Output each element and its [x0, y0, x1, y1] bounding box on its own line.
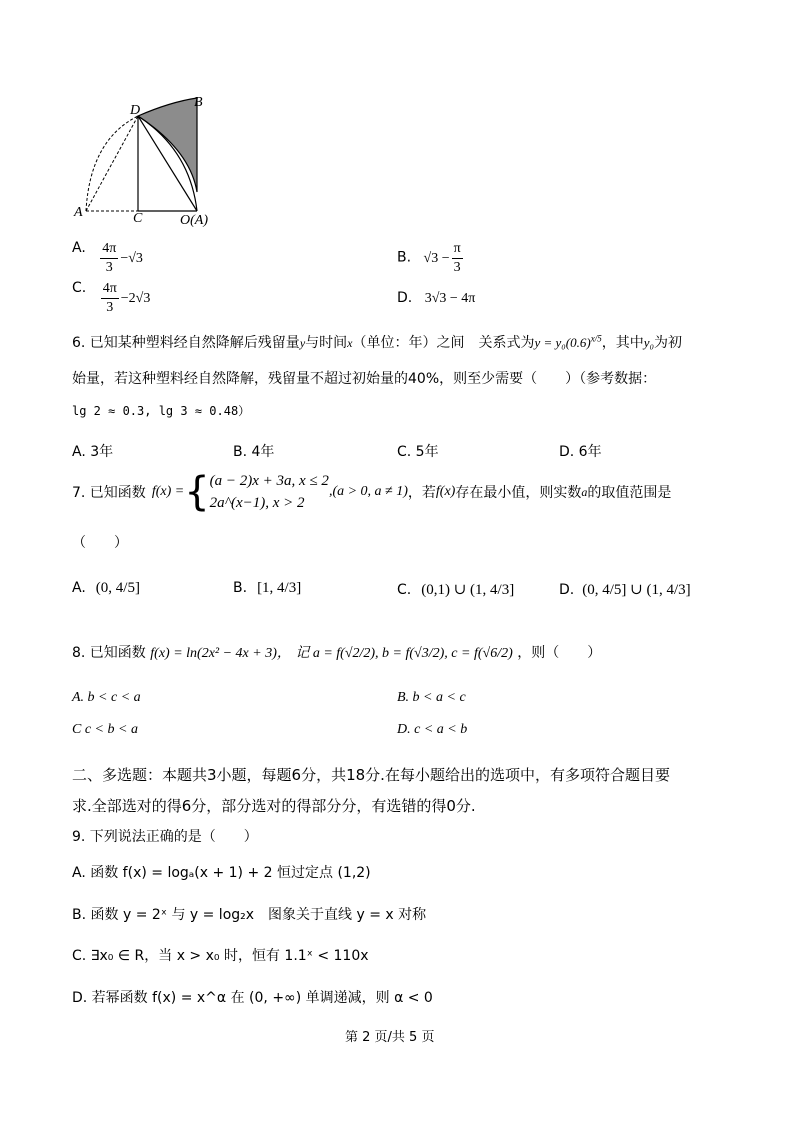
q5-option-d: D. 3√3 − 4π [397, 290, 476, 306]
q6-option-d: D. 6年 [559, 444, 602, 460]
q8-option-c: C c < b < a [72, 722, 138, 737]
shaded-region [138, 98, 197, 192]
q9-option-d: D. 若幂函数 f(x) = x^α 在 (0, +∞) 单调递减，则 α < 0 [72, 990, 433, 1006]
q7-paren: （ ） [72, 535, 128, 551]
q9-stem: 9. 下列说法正确的是（ ） [72, 829, 258, 845]
q6-stem-line1: 6. 已知某种塑料经自然降解后残留量y与时间x（单位：年）之间 关系式为$y = y_0(0.6)^{x/5}$，其中y₀为初 [72, 333, 683, 351]
q7-option-c: C. (0,1) ∪ (1, 4/3] [397, 582, 515, 598]
section2-line1: 二、多选题：本题共3小题，每题6分，共18分.在每小题给出的选项中，有多项符合题目要 [72, 766, 670, 784]
q6-option-a: A. 3年 [72, 444, 114, 460]
label-c: C [133, 211, 143, 226]
q9-option-c: C. ∃x₀ ∈ R，当 x > x₀ 时，恒有 1.1ˣ < 110x [72, 948, 369, 964]
q5-option-a: A. $\frac{4\pi}{3}$ −√3 [72, 240, 143, 275]
geometry-diagram [70, 90, 230, 230]
q7-option-b: B. [1, 4/3] [233, 580, 302, 596]
label-o: O(A) [180, 213, 208, 228]
section2-line2: 求.全部选对的得6分，部分选对的得部分分，有选错的得0分. [72, 797, 476, 815]
label-d: D [130, 103, 141, 118]
q6-stem-line2: 始量，若这种塑料经自然降解，残留量不超过初始量的40%，则至少需要（ ）（参考数据： [72, 371, 657, 387]
q7-option-a: A. (0, 4/5] [72, 580, 140, 596]
q8-option-a: A. b < c < a [72, 690, 141, 705]
q8-stem: 8. 已知函数 f(x) = ln(2x² − 4x + 3)， 记 a = f(√2/2), b = f(√3/2), c = f(√6/2) ，则（ ） [72, 645, 602, 661]
page-footer: 第 2 页/共 5 页 [345, 1030, 435, 1045]
q9-option-a: A. 函数 f(x) = logₐ(x + 1) + 2 恒过定点 (1,2) [72, 865, 371, 881]
label-a: A [74, 205, 83, 220]
q6-reference: lg 2 ≈ 0.3, lg 3 ≈ 0.48） [72, 404, 251, 418]
q7-option-d: D. (0, 4/5] ∪ (1, 4/3] [559, 582, 691, 598]
q5-option-c: C. $\frac{4\pi}{3}$ −2√3 [72, 280, 151, 315]
q5-option-b: B. √3 − $\frac{\pi}{3}$ [397, 241, 461, 275]
label-b: B [194, 95, 203, 110]
q9-option-b: B. 函数 y = 2ˣ 与 y = log₂x 图象关于直线 y = x 对称 [72, 907, 427, 923]
q6-option-b: B. 4年 [233, 444, 275, 460]
q6-option-c: C. 5年 [397, 444, 439, 460]
dashed-ad [86, 116, 138, 211]
q7-stem: 7. 已知函数 f(x) = { (a − 2)x + 3a, x ≤ 2 2a^(x−1), x > 2 ,(a > 0, a ≠ 1) ，若 f(x) 存在最小值，则实数 a 的取值范围是 [72, 469, 672, 515]
q8-option-b: B. b < a < c [397, 690, 466, 705]
q8-option-d: D. c < a < b [397, 722, 468, 737]
